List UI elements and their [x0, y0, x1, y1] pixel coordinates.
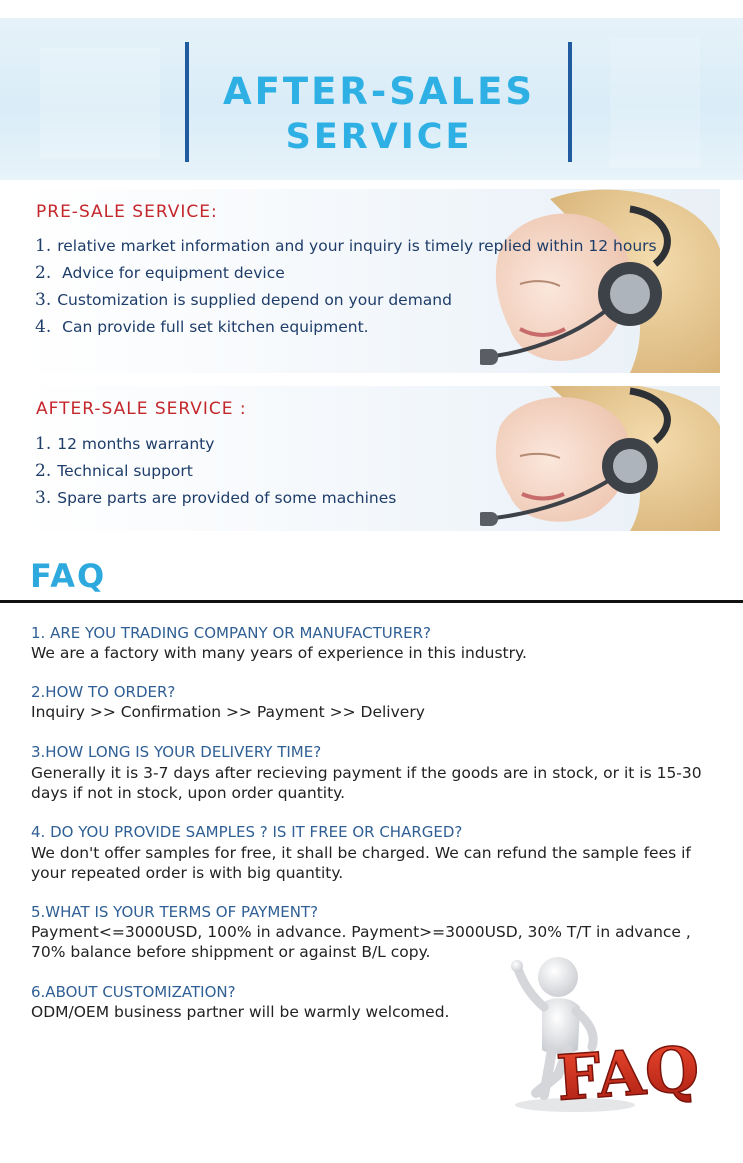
- item-number: 3.: [35, 488, 52, 508]
- after-sale-panel: [20, 386, 720, 531]
- faq-question: 6.ABOUT CUSTOMIZATION?: [31, 983, 236, 1001]
- banner-right-bar: [568, 42, 572, 162]
- pre-sale-item: [35, 236, 657, 256]
- after-sale-item: [35, 434, 214, 454]
- item-number: 2.: [35, 461, 52, 481]
- support-agent-photo: [480, 386, 720, 531]
- pre-sale-heading: PRE-SALE SERVICE:: [36, 202, 218, 222]
- faq-answer: ODM/OEM business partner will be warmly welcomed.: [31, 1003, 450, 1021]
- faq-question: 1. ARE YOU TRADING COMPANY OR MANUFACTURER?: [31, 624, 431, 642]
- pre-sale-item: [35, 263, 285, 283]
- item-text: Technical support: [57, 462, 193, 480]
- item-number: 4.: [35, 317, 52, 337]
- faq-figure-illustration: [500, 955, 730, 1115]
- after-sale-item: [35, 488, 396, 508]
- item-text: 12 months warranty: [57, 435, 215, 453]
- pre-sale-panel: [20, 189, 720, 373]
- pre-sale-item: [35, 290, 452, 310]
- pre-sale-item: [35, 317, 369, 337]
- faq-question: 3.HOW LONG IS YOUR DELIVERY TIME?: [31, 743, 322, 761]
- after-sales-banner: [0, 18, 743, 180]
- faq-answer: We are a factory with many years of experience in this industry.: [31, 644, 527, 662]
- item-number: 2.: [35, 263, 52, 283]
- item-number: 3.: [35, 290, 52, 310]
- after-sale-item: [35, 461, 193, 481]
- faq-answer: Generally it is 3-7 days after recieving payment if the goods are in stock, or it is 15-30 days if not in stock, upon order quantity.: [31, 764, 702, 802]
- support-agent-photo: [480, 189, 720, 373]
- banner-title-line1: AFTER-SALES: [222, 70, 536, 113]
- section-divider: [0, 600, 743, 603]
- faq-heading: FAQ: [30, 557, 107, 595]
- faq-question: 5.WHAT IS YOUR TERMS OF PAYMENT?: [31, 903, 319, 921]
- banner-title-line2: SERVICE: [285, 117, 473, 157]
- faq-answer: Inquiry >> Confirmation >> Payment >> Delivery: [31, 703, 425, 721]
- after-sale-heading: AFTER-SALE SERVICE :: [36, 399, 247, 419]
- faq-figure-label: FAQ: [554, 1032, 702, 1115]
- faq-answer: Payment<=3000USD, 100% in advance. Payment>=3000USD, 30% T/T in advance , 70% balance before shippment or against B/L copy.: [31, 923, 691, 961]
- faq-question: 2.HOW TO ORDER?: [31, 683, 176, 701]
- item-text: Customization is supplied depend on your demand: [57, 291, 452, 309]
- faq-answer: We don't offer samples for free, it shall be charged. We can refund the sample fees if your repeated order is with big quantity.: [31, 844, 691, 882]
- item-text: Spare parts are provided of some machines: [57, 489, 397, 507]
- faq-question: 4. DO YOU PROVIDE SAMPLES ? IS IT FREE OR CHARGED?: [31, 823, 463, 841]
- item-text: relative market information and your inquiry is timely replied within 12 hours: [57, 237, 657, 255]
- item-number: 1.: [35, 434, 52, 454]
- item-text: Can provide full set kitchen equipment.: [57, 318, 369, 336]
- item-number: 1.: [35, 236, 52, 256]
- banner-left-bar: [185, 42, 189, 162]
- item-text: Advice for equipment device: [57, 264, 285, 282]
